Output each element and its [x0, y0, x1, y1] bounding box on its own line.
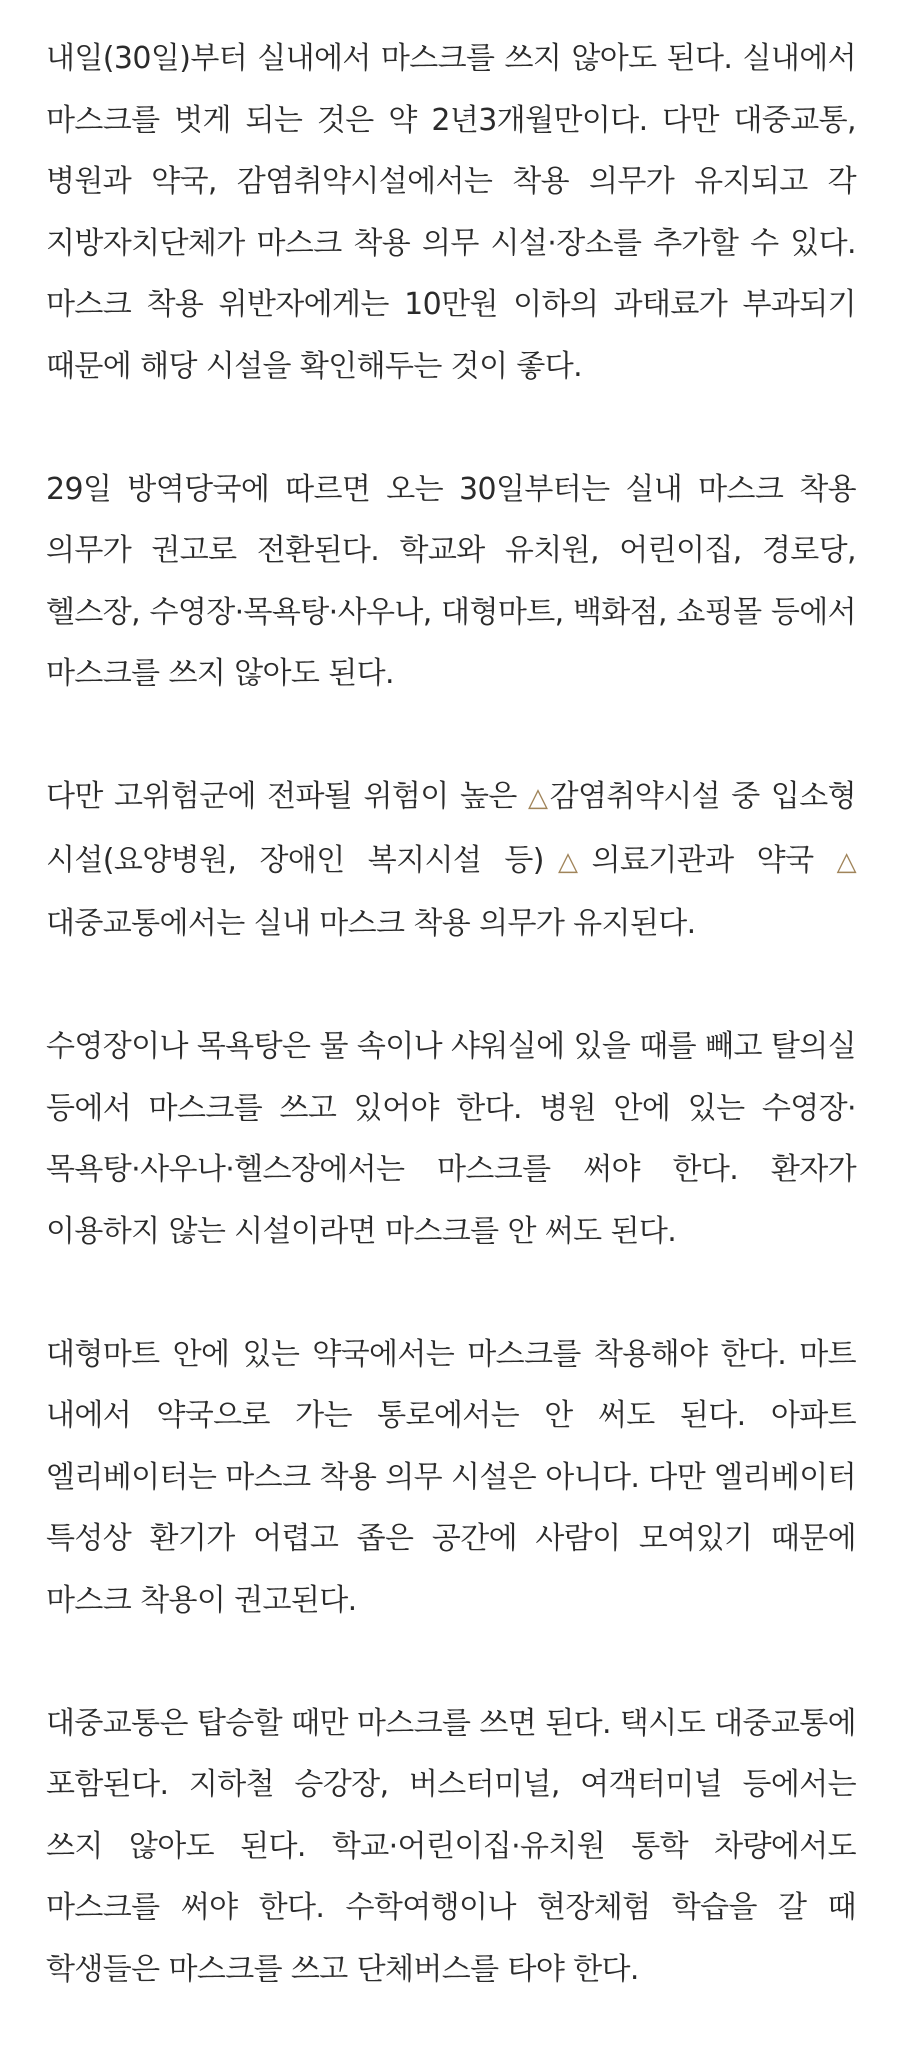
paragraph-5: 대형마트 안에 있는 약국에서는 마스크를 착용해야 한다. 마트 내에서 약국으로 가는 통로에서는 안 써도 된다. 아파트 엘리베이터는 마스크 착용 의무 시설은 아니다. 다만 엘리베이터 특성상 환기가 어렵고 좁은 공간에 사람이 모여있기 때문에 마스크 착용이 권고된다.	[46, 1336, 856, 1618]
article-body	[46, 28, 856, 2062]
paragraph-6: 대중교통은 탑승할 때만 마스크를 쓰면 된다. 택시도 대중교통에 포함된다. 지하철 승강장, 버스터미널, 여객터미널 등에서는 쓰지 않아도 된다. 학교·어린이집·유치원 통학 차량에서도 마스크를 써야 한다. 수학여행이나 현장체험 학습을 갈 때 학생들은 마스크를 쓰고 단체버스를 타야 한다.	[46, 1705, 856, 1987]
bullet-item-1: 감염취약시설 중 입소형 시설(요양병원, 장애인 복지시설 등)	[46, 779, 856, 878]
triangle-bullet-icon: △	[527, 783, 550, 813]
bullet-item-2: 의료기관과 약국	[591, 842, 837, 878]
paragraph-3-intro: 다만 고위험군에 전파될 위험이 높은	[46, 779, 528, 814]
bullet-item-3: 대중교통에서는 실내 마스크 착용 의무가 유지된다.	[46, 906, 696, 941]
paragraph-1: 내일(30일)부터 실내에서 마스크를 쓰지 않아도 된다. 실내에서 마스크를 벗게 되는 것은 약 2년3개월만이다. 다만 대중교통, 병원과 약국, 감염취약시설에서는 착용 의무가 유지되고 각 지방자치단체가 마스크 착용 의무 시설·장소를 추가할 수 있다. 마스크 착용 위반자에게는 10만원 이하의 과태료가 부과되기 때문에 해당 시설을 확인해두는 것이 좋다.	[46, 41, 856, 384]
triangle-bullet-icon: △	[836, 846, 856, 877]
paragraph-4: 수영장이나 목욕탕은 물 속이나 샤워실에 있을 때를 빼고 탈의실 등에서 마스크를 쓰고 있어야 한다. 병원 안에 있는 수영장·목욕탕·사우나·헬스장에서는 마스크를 써야 한다. 환자가 이용하지 않는 시설이라면 마스크를 안 써도 된다.	[46, 1029, 856, 1249]
paragraph-3	[46, 766, 856, 955]
triangle-bullet-icon: △	[543, 846, 592, 877]
paragraph-2: 29일 방역당국에 따르면 오는 30일부터는 실내 마스크 착용 의무가 권고로 전환된다. 학교와 유치원, 어린이집, 경로당, 헬스장, 수영장·목욕탕·사우나, 대형마트, 백화점, 쇼핑몰 등에서 마스크를 쓰지 않아도 된다.	[46, 471, 856, 691]
